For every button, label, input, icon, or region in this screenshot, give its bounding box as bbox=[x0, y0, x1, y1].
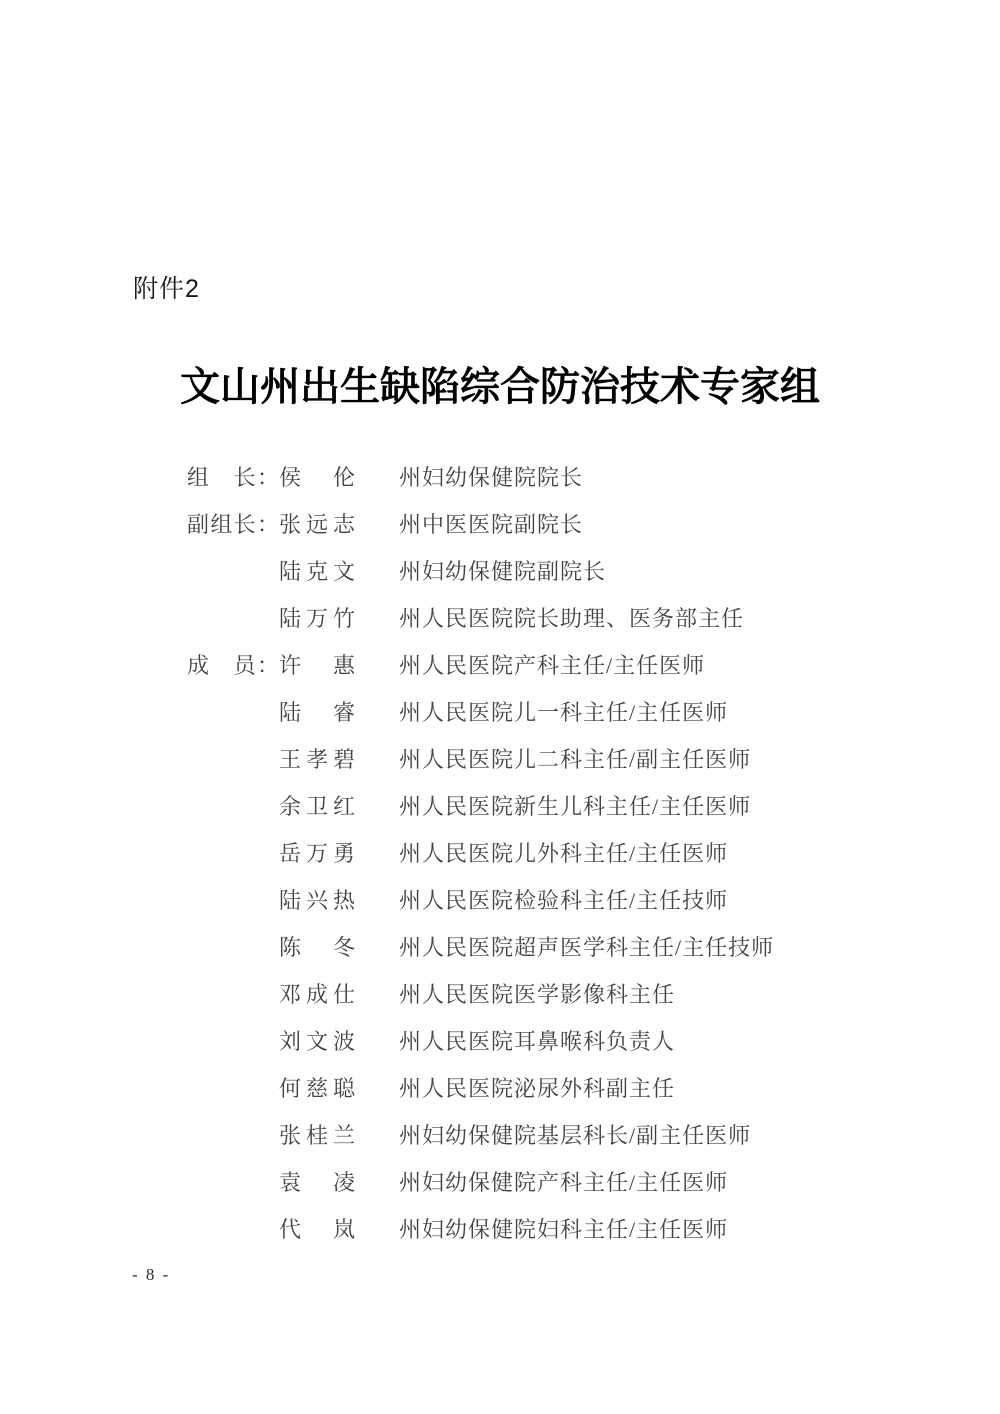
roster-member-name: 王孝碧 bbox=[279, 747, 355, 772]
roster-member-title: 州妇幼保健院产科主任/主任医师 bbox=[399, 1170, 729, 1195]
roster-member-title: 州人民医院新生儿科主任/主任医师 bbox=[399, 794, 752, 819]
roster-member-name: 邓成仕 bbox=[279, 982, 355, 1007]
roster-row bbox=[187, 642, 774, 689]
roster-row bbox=[187, 595, 774, 642]
roster-member-title: 州人民医院院长助理、医务部主任 bbox=[399, 606, 745, 631]
roster-member-title: 州妇幼保健院基层科长/副主任医师 bbox=[399, 1123, 752, 1148]
roster-member-name: 张桂兰 bbox=[279, 1123, 355, 1148]
roster-member-name: 陈 冬 bbox=[279, 935, 355, 960]
roster-row bbox=[187, 783, 774, 830]
attachment-label: 附件2 bbox=[133, 275, 200, 303]
roster-member-name: 陆克文 bbox=[279, 559, 355, 584]
roster-row bbox=[187, 1065, 774, 1112]
roster-member-title: 州人民医院检验科主任/主任技师 bbox=[399, 888, 729, 913]
roster-row bbox=[187, 1206, 774, 1253]
roster-role-label: 成 员： bbox=[187, 653, 279, 678]
roster-row bbox=[187, 501, 774, 548]
roster-member-title: 州妇幼保健院院长 bbox=[399, 465, 584, 490]
roster-row bbox=[187, 830, 774, 877]
roster-member-title: 州人民医院儿一科主任/主任医师 bbox=[399, 700, 729, 725]
roster-member-title: 州妇幼保健院副院长 bbox=[399, 559, 607, 584]
roster-member-name: 张远志 bbox=[279, 512, 355, 537]
roster-member-title: 州人民医院耳鼻喉科负责人 bbox=[399, 1029, 676, 1054]
page-title: 文山州出生缺陷综合防治技术专家组 bbox=[180, 364, 820, 409]
roster-member-name: 陆 睿 bbox=[279, 700, 355, 725]
roster-row bbox=[187, 1159, 774, 1206]
roster-row bbox=[187, 548, 774, 595]
roster-member-title: 州人民医院超声医学科主任/主任技师 bbox=[399, 935, 775, 960]
roster-member-title: 州妇幼保健院妇科主任/主任医师 bbox=[399, 1217, 729, 1242]
roster-role-label: 组 长： bbox=[187, 465, 279, 490]
roster-member-name: 余卫红 bbox=[279, 794, 355, 819]
roster-member-name: 岳万勇 bbox=[279, 841, 355, 866]
roster-member-title: 州人民医院医学影像科主任 bbox=[399, 982, 676, 1007]
roster-member-name: 代 岚 bbox=[279, 1217, 355, 1242]
page-number: - 8 - bbox=[132, 1265, 171, 1284]
roster-row bbox=[187, 736, 774, 783]
roster-member-title: 州人民医院儿二科主任/副主任医师 bbox=[399, 747, 752, 772]
roster-row bbox=[187, 454, 774, 501]
roster-member-name: 刘文波 bbox=[279, 1029, 355, 1054]
roster-member-name: 侯 伦 bbox=[279, 465, 355, 490]
roster-row bbox=[187, 877, 774, 924]
roster-member-name: 袁 凌 bbox=[279, 1170, 355, 1195]
roster-member-name: 何慈聪 bbox=[279, 1076, 355, 1101]
roster-member-name: 陆兴热 bbox=[279, 888, 355, 913]
expert-roster bbox=[187, 454, 774, 1253]
roster-member-title: 州中医医院副院长 bbox=[399, 512, 584, 537]
roster-member-title: 州人民医院泌尿外科副主任 bbox=[399, 1076, 676, 1101]
roster-row bbox=[187, 971, 774, 1018]
roster-row bbox=[187, 924, 774, 971]
roster-row bbox=[187, 1018, 774, 1065]
roster-role-label: 副组长： bbox=[187, 512, 279, 537]
roster-member-name: 陆万竹 bbox=[279, 606, 355, 631]
roster-row bbox=[187, 689, 774, 736]
roster-row bbox=[187, 1112, 774, 1159]
roster-member-name: 许 惠 bbox=[279, 653, 355, 678]
roster-member-title: 州人民医院儿外科主任/主任医师 bbox=[399, 841, 729, 866]
roster-member-title: 州人民医院产科主任/主任医师 bbox=[399, 653, 706, 678]
